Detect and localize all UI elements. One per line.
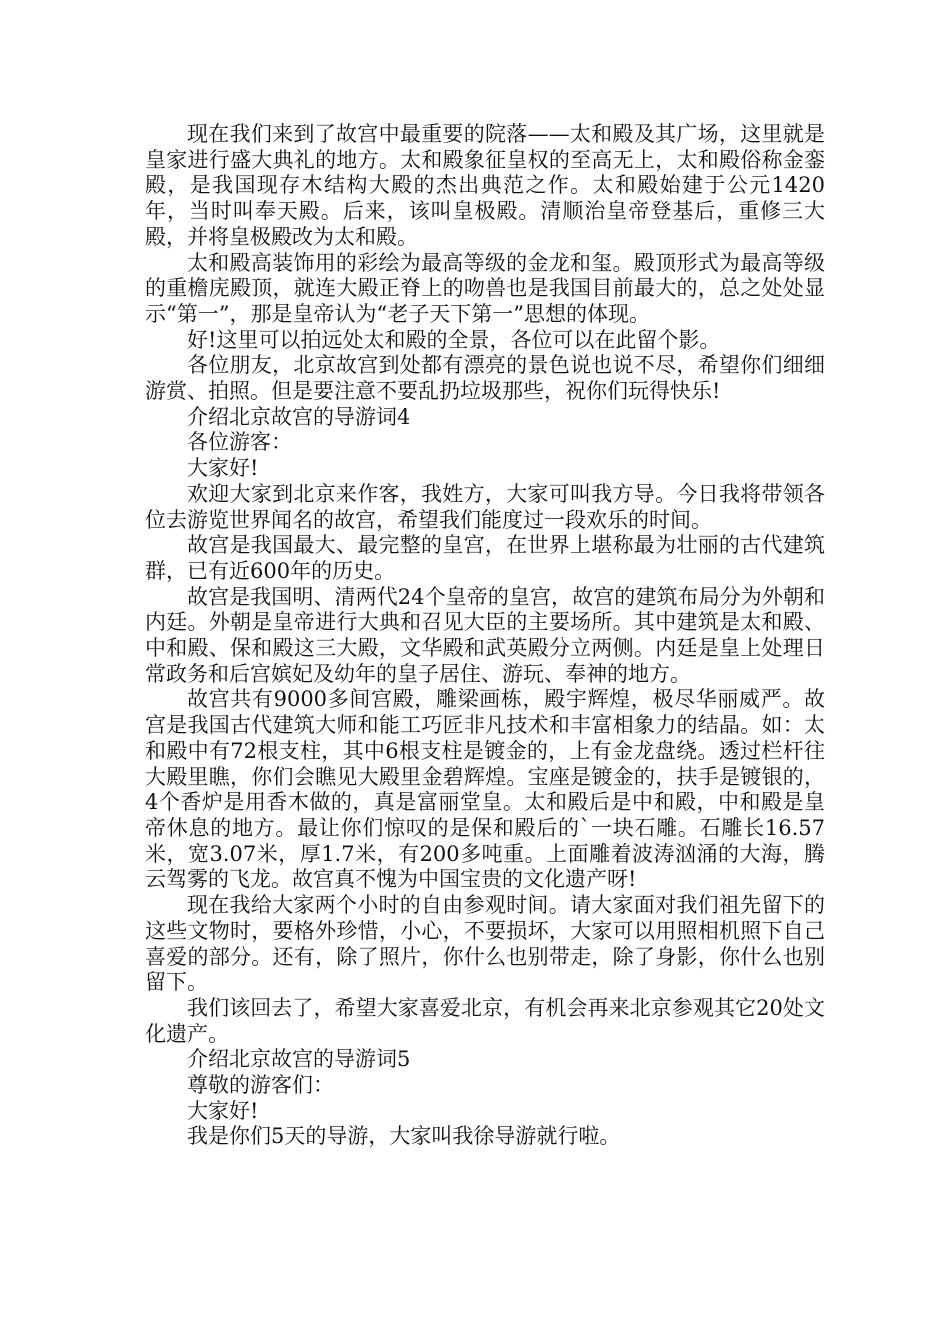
- paragraph-taihedian-decoration: 太和殿高装饰用的彩绘为最高等级的金龙和玺。殿顶形式为最高等级的重檐庑殿顶，就连大殿正脊上的吻兽也是我国目前最大的，总之处处显示“第一”，那是皇帝认为“老子天下第一”思想的体现。: [145, 250, 825, 326]
- paragraph-largest-palace: 故宫是我国最大、最完整的皇宫，在世界上堪称最为壮丽的古代建筑群，已有近600年的历史。: [145, 533, 825, 583]
- greeting-hello: 大家好!: [187, 456, 259, 481]
- section-heading-4: 介绍北京故宫的导游词4: [187, 404, 411, 429]
- greeting-hello-2: 大家好!: [187, 1098, 259, 1123]
- paragraph-welcome: 欢迎大家到北京来作客，我姓方，大家可叫我方导。今日我将带领各位去游览世界闻名的故宫，希望我们能度过一段欢乐的时间。: [145, 481, 825, 532]
- paragraph-halls: 故宫共有9000多间宫殿，雕梁画栋，殿宇辉煌，极尽华丽威严。故宫是我国古代建筑大师和能工巧匠非凡技术和丰富相象力的结晶。如：太和殿中有72根支柱，其中6根支柱是镀金的，上有金龙盘绕。透过栏杆往大殿里瞧，你们会瞧见大殿里金碧辉煌。宝座是镀金的，扶手是镀银的，4个香炉是用香木做的，真是富丽堂皇。太和殿后是中和殿，中和殿是皇帝休息的地方。最让你们惊叹的是保和殿后的`一块石雕。石雕长16.57米，宽3.07米，厚1.7米，有200多吨重。上面雕着波涛汹涌的大海，腾云驾雾的飞龙。故宫真不愧为中国宝贵的文化遗产呀!: [145, 687, 825, 892]
- paragraph-taihedian-square: 现在我们来到了故宫中最重要的院落——太和殿及其广场，这里就是皇家进行盛大典礼的地方。太和殿象征皇权的至高无上，太和殿俗称金銮殿，是我国现存木结构大殿的杰出典范之作。太和殿始建于公元1420年，当时叫奉天殿。后来，该叫皇极殿。清顺治皇帝登基后，重修三大殿，并将皇极殿改为太和殿。: [145, 122, 825, 249]
- paragraph-free-time: 现在我给大家两个小时的自由参观时间。请大家面对我们祖先留下的这些文物时，要格外珍惜，小心，不要损坏，大家可以用照相机照下自己喜爱的部分。还有，除了照片，你什么也别带走，除了身影，你什么也别留下。: [145, 893, 825, 995]
- paragraph-guide-intro: 我是你们5天的导游，大家叫我徐导游就行啦。: [187, 1124, 621, 1149]
- paragraph-photo-spot: 好!这里可以拍远处太和殿的全景，各位可以在此留个影。: [187, 327, 721, 352]
- paragraph-farewell: 各位朋友，北京故宫到处都有漂亮的景色说也说不尽，希望你们细细游赏、拍照。但是要注意不要乱扔垃圾那些，祝你们玩得快乐!: [145, 353, 825, 404]
- greeting-respected-visitors: 尊敬的游客们：: [187, 1073, 334, 1098]
- section-heading-5: 介绍北京故宫的导游词5: [187, 1047, 411, 1072]
- document-page: [145, 122, 825, 1150]
- paragraph-layout: 故宫是我国明、清两代24个皇帝的皇宫，故宫的建筑布局分为外朝和内廷。外朝是皇帝进行大典和召见大臣的主要场所。其中建筑是太和殿、中和殿、保和殿这三大殿，文华殿和武英殿分立两侧。内廷是皇上处理日常政务和后宫嫔妃及幼年的皇子居住、游玩、奉神的地方。: [145, 584, 825, 686]
- greeting-visitors: 各位游客：: [187, 430, 292, 455]
- paragraph-return: 我们该回去了，希望大家喜爱北京，有机会再来北京参观其它20处文化遗产。: [145, 995, 825, 1046]
